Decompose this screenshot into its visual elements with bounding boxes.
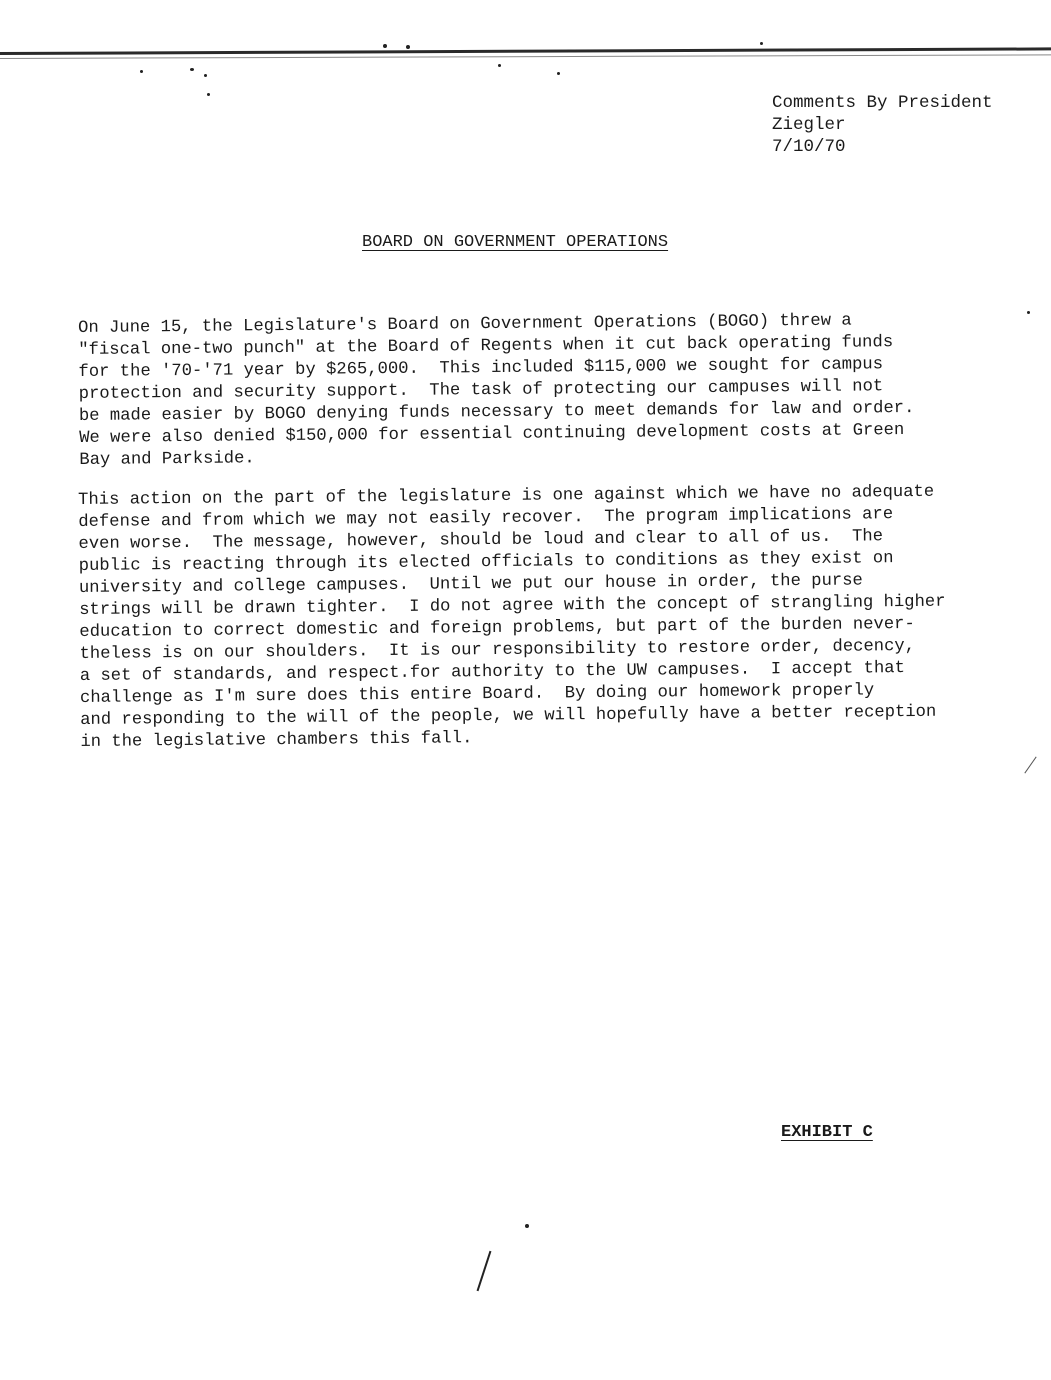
text-line: for the '70-'71 year by $265,000. This included $115,000 we sought for campus — [78, 355, 884, 382]
text-line: public is reacting through its elected officials to conditions as they exist on — [78, 549, 894, 576]
scan-speck — [557, 72, 560, 75]
scan-speck — [190, 68, 194, 71]
scan-speck — [760, 42, 763, 45]
document-title: BOARD ON GOVERNMENT OPERATIONS — [362, 233, 669, 252]
text-line: This action on the part of the legislature is one against which we have no adequate — [78, 482, 935, 510]
text-line: and responding to the will of the people, we will hopefully have a better reception — [80, 702, 937, 730]
text-line: education to correct domestic and foreign problems, but part of the burden never- — [79, 614, 915, 642]
text-line: in the legislative chambers this fall. — [80, 729, 473, 752]
text-line: strings will be drawn tighter. I do not agree with the concept of strangling higher — [79, 592, 946, 620]
paragraph-2 — [78, 481, 1010, 754]
text-line: theless is on our shoulders. It is our responsibility to restore order, decency, — [79, 636, 916, 664]
scan-speck — [383, 44, 387, 48]
scan-speck — [525, 1224, 529, 1228]
scan-top-rule-thin — [0, 54, 1051, 59]
text-line: Bay and Parkside. — [79, 449, 255, 470]
scan-speck — [406, 45, 410, 49]
paragraph-1 — [78, 309, 1009, 472]
exhibit-label: EXHIBIT C — [781, 1123, 873, 1142]
attribution-block: Comments By President Ziegler 7/10/70 — [772, 93, 993, 157]
scan-pen-mark — [1024, 757, 1036, 774]
scan-speck — [498, 64, 501, 67]
text-line: We were also denied $150,000 for essential continuing development costs at Green — [79, 421, 905, 448]
text-line: a set of standards, and respect.for authority to the UW campuses. I accept that — [79, 659, 905, 686]
text-line: protection and security support. The task of protecting our campuses will not — [78, 377, 884, 404]
text-line: university and college campuses. Until we put our house in order, the purse — [78, 571, 863, 598]
scan-top-rule — [0, 47, 1051, 55]
scan-pen-mark — [477, 1251, 492, 1292]
text-line: "fiscal one-two punch" at the Board of Regents when it cut back operating funds — [78, 333, 894, 360]
text-line: be made easier by BOGO denying funds necessary to meet demands for law and order. — [78, 398, 915, 426]
scan-speck — [207, 93, 210, 96]
text-line: defense and from which we may not easily recover. The program implications are — [78, 505, 894, 532]
text-line: even worse. The message, however, should be loud and clear to all of us. The — [78, 527, 884, 554]
scan-speck — [140, 70, 143, 73]
scan-speck — [204, 74, 207, 77]
text-line: On June 15, the Legislature's Board on Government Operations (BOGO) threw a — [78, 311, 852, 338]
scan-speck — [1027, 311, 1030, 314]
text-line: challenge as I'm sure does this entire Board. By doing our homework properly — [79, 681, 875, 708]
